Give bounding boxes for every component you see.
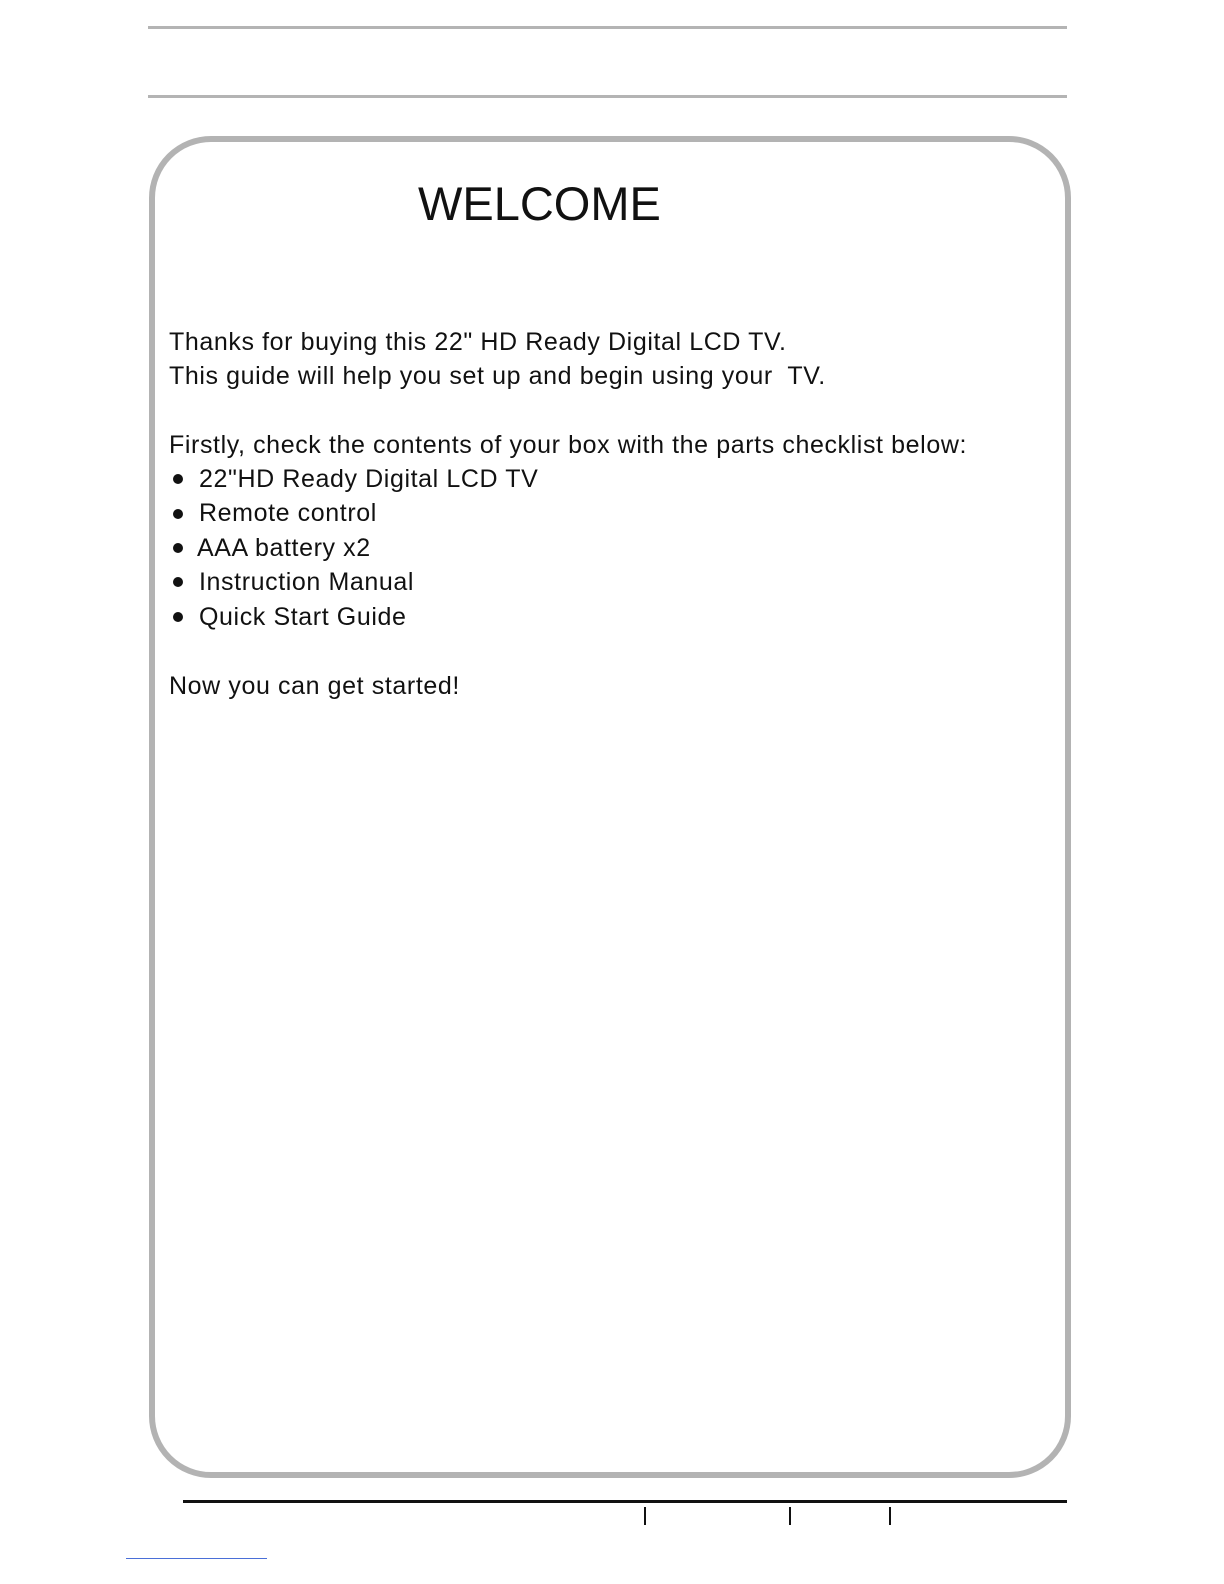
bullet-icon [173, 474, 183, 484]
footer-divider [889, 1507, 891, 1525]
link-underline[interactable] [126, 1558, 267, 1559]
parts-checklist [169, 462, 538, 634]
intro-text [169, 325, 826, 394]
list-item [169, 496, 538, 530]
list-item [169, 531, 538, 565]
list-item-label: AAA battery x2 [197, 533, 371, 562]
intro-line-1: Thanks for buying this 22" HD Ready Digital LCD TV. [169, 328, 787, 356]
checklist-heading: Firstly, check the contents of your box with the parts checklist below: [169, 431, 968, 459]
closing-text: Now you can get started! [169, 672, 460, 700]
footer-rule [183, 1500, 1067, 1503]
header-rule-top [148, 26, 1067, 29]
header-rule-bottom [148, 95, 1067, 98]
footer-divider [644, 1507, 646, 1525]
list-item [169, 462, 538, 496]
footer-divider [789, 1507, 791, 1525]
list-item-label: Instruction Manual [199, 568, 415, 597]
list-item-label: 22"HD Ready Digital LCD TV [199, 465, 539, 493]
bullet-icon [173, 612, 183, 622]
page-title: WELCOME [418, 177, 661, 230]
list-item [169, 600, 538, 634]
list-item-label: Remote control [199, 499, 377, 528]
intro-line-2: This guide will help you set up and begin using your TV. [169, 362, 826, 391]
list-item [169, 565, 538, 599]
bullet-icon [173, 543, 183, 553]
list-item-label: Quick Start Guide [199, 602, 407, 631]
bullet-icon [173, 577, 183, 587]
bullet-icon [173, 509, 183, 519]
